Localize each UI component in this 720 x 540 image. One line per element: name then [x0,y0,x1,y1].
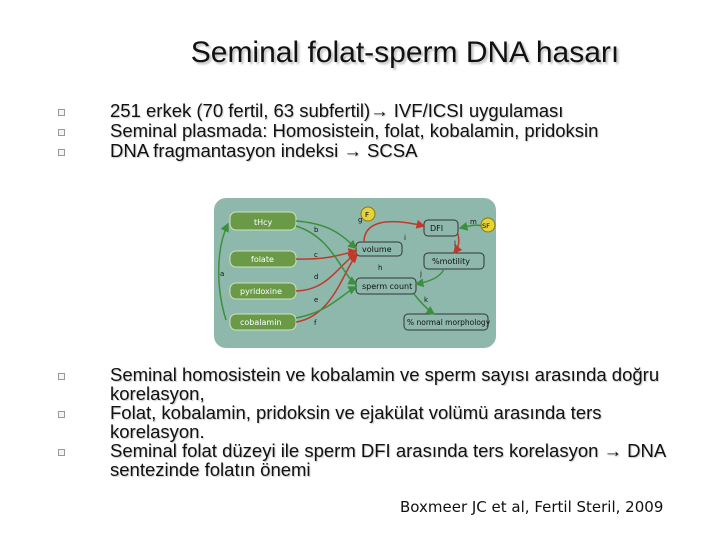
bullet-item [58,365,666,403]
bullet-item [58,403,666,441]
bullet-item [58,141,598,161]
bullet-text: DNA fragmantasyon indeksi → SCSA [110,140,418,161]
path-label: j [420,270,422,278]
bullet-text-continued: korelasyon. [110,421,205,442]
bullet-item [58,101,598,121]
right-node [424,220,458,236]
right-node [404,314,491,330]
bullet-marker [58,449,65,456]
node-label: %motility [432,257,470,266]
path-label: h [378,264,383,272]
node-label: pyridoxine [240,287,282,296]
bullet-text: Seminal plasmada: Homosistein, folat, kobalamin, pridoksin [110,120,599,141]
path-label: a [220,270,225,278]
left-node [230,314,296,330]
node-label: sperm count [362,282,413,291]
badge-label: F [365,211,370,219]
right-node [356,242,402,256]
bullet-item [58,441,666,479]
node-label: folate [251,255,274,264]
bullet-marker [58,109,65,116]
subfertile-badge [481,218,495,232]
right-node [356,278,416,294]
path-label: k [424,296,429,304]
correlation-diagram [214,198,496,348]
left-node [230,283,296,299]
bullet-text: 251 erkek (70 fertil, 63 subfertil)→ IVF/ICSI uygulaması [110,100,564,121]
node-label: cobalamin [240,318,282,327]
slide-title: Seminal folat-sperm DNA hasarı [190,36,620,69]
node-label: % normal morphology [407,318,491,327]
path-label: c [314,251,318,259]
node-label: volume [362,245,392,254]
top-bullet-list [58,101,598,161]
path-label: d [314,273,319,281]
bullet-text-continued: korelasyon, [110,383,205,404]
bullet-text: Seminal folat düzeyi ile sperm DFI arasında ters korelasyon → DNA [110,440,667,461]
path-label: l [454,240,456,248]
path-label: i [404,234,406,242]
path-label: f [314,319,317,327]
bottom-bullet-list [58,365,666,479]
bullet-marker [58,149,65,156]
node-label: tHcy [254,218,273,227]
fertile-badge [361,207,375,221]
bullet-marker [58,129,65,136]
left-node [230,212,296,230]
path-label: b [314,226,319,234]
bullet-marker [58,373,65,380]
node-label: DFI [430,224,444,233]
citation: Boxmeer JC et al, Fertil Steril, 2009 [400,498,664,516]
path-label: g [358,216,363,224]
bullet-text: Seminal homosistein ve kobalamin ve sperm sayısı arasında doğru [110,364,660,385]
path-label: e [314,296,319,304]
left-node [230,251,296,267]
bullet-item [58,121,598,141]
right-node [424,253,484,269]
badge-label: SF [482,222,490,230]
bullet-marker [58,411,65,418]
bullet-text: Folat, kobalamin, pridoksin ve ejakülat volümü arasında ters [110,402,602,423]
path-label: m [470,218,477,226]
bullet-text-continued: sentezinde folatın önemi [110,459,311,480]
